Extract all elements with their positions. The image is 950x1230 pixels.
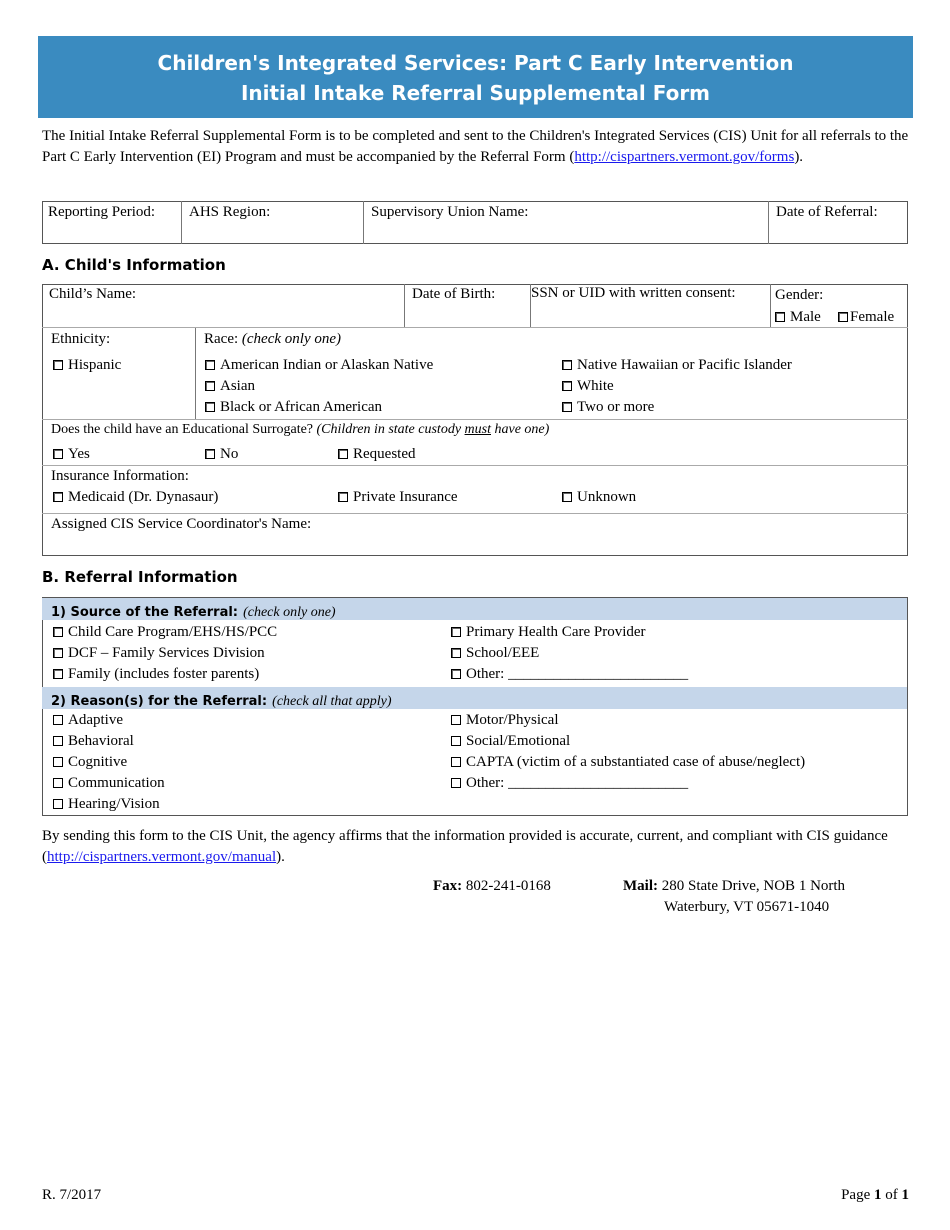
date-of-referral-label: Date of Referral:	[776, 204, 878, 220]
source-dcf-option[interactable]	[53, 645, 265, 662]
reason-social-option[interactable]	[451, 733, 570, 750]
intro-text: The Initial Intake Referral Supplemental Form is to be completed and sent to the Children's Integrated Services (CIS) Unit for all referrals to the Part C Early Intervention (EI) Program and must be accompanied by the Referral Form (	[42, 128, 909, 165]
source-other-label: Other: ________________________	[466, 666, 689, 682]
surrogate-question	[51, 422, 549, 438]
race-asian-option[interactable]	[205, 378, 255, 395]
checkbox-icon[interactable]	[205, 449, 215, 459]
checkbox-icon[interactable]	[53, 736, 63, 746]
race-native-hawaiian-option[interactable]	[562, 357, 792, 374]
source-school-option[interactable]	[451, 645, 539, 662]
child-care-label: Child Care Program/EHS/HS/PCC	[68, 624, 278, 640]
ssn-label: SSN or UID with written consent:	[531, 285, 736, 301]
ahs-region-label: AHS Region:	[189, 204, 271, 220]
surrogate-note	[317, 422, 550, 437]
insurance-unknown-option[interactable]	[562, 489, 636, 506]
checkbox-icon[interactable]	[205, 381, 215, 391]
unknown-label: Unknown	[577, 489, 637, 505]
reason-cognitive-option[interactable]	[53, 754, 127, 771]
race-black-option[interactable]	[205, 399, 382, 416]
reason-hearing-option[interactable]	[53, 796, 160, 813]
reason-capta-option[interactable]	[451, 754, 805, 771]
gender-male-option[interactable]	[775, 309, 821, 326]
race-two-or-more-option[interactable]	[562, 399, 654, 416]
closing-text-end: ).	[276, 849, 285, 865]
fax-info	[433, 878, 551, 895]
primary-health-label: Primary Health Care Provider	[466, 624, 646, 640]
page-total: 1	[901, 1187, 909, 1203]
checkbox-icon[interactable]	[451, 648, 461, 658]
forms-link[interactable]: http://cispartners.vermont.gov/forms	[574, 149, 795, 165]
reason-motor-option[interactable]	[451, 712, 559, 729]
checkbox-icon[interactable]	[205, 360, 215, 370]
checkbox-icon[interactable]	[451, 627, 461, 637]
black-label: Black or African American	[220, 399, 383, 415]
checkbox-icon[interactable]	[338, 449, 348, 459]
checkbox-icon[interactable]	[562, 402, 572, 412]
checkbox-icon[interactable]	[53, 757, 63, 767]
race-american-indian-option[interactable]	[205, 357, 433, 374]
form-title-banner	[38, 36, 913, 118]
social-label: Social/Emotional	[466, 733, 571, 749]
dcf-label: DCF – Family Services Division	[68, 645, 265, 661]
closing-paragraph	[42, 826, 912, 868]
gender-label: Gender:	[775, 287, 824, 303]
checkbox-icon[interactable]	[53, 648, 63, 658]
checkbox-icon[interactable]	[838, 312, 848, 322]
checkbox-icon[interactable]	[53, 799, 63, 809]
hearing-label: Hearing/Vision	[68, 796, 160, 812]
section-b-heading: B. Referral Information	[42, 568, 238, 586]
surrogate-note-before: (Children in state custody	[316, 422, 465, 437]
requested-label: Requested	[353, 446, 416, 462]
checkbox-icon[interactable]	[562, 381, 572, 391]
source-family-option[interactable]	[53, 666, 259, 683]
checkbox-icon[interactable]	[451, 736, 461, 746]
source-other-option[interactable]	[451, 666, 688, 683]
coordinator-field[interactable]	[51, 516, 311, 533]
native-hawaiian-label: Native Hawaiian or Pacific Islander	[577, 357, 792, 373]
checkbox-icon[interactable]	[53, 492, 63, 502]
reporting-period-label: Reporting Period:	[48, 204, 156, 220]
closing-text: By sending this form to the CIS Unit, the agency affirms that the information provided is accurate, current, and compliant with CIS guidance (	[42, 828, 888, 865]
checkbox-icon[interactable]	[53, 715, 63, 725]
checkbox-icon[interactable]	[562, 492, 572, 502]
supervisory-union-label: Supervisory Union Name:	[371, 204, 529, 220]
checkbox-icon[interactable]	[451, 778, 461, 788]
source-child-care-option[interactable]	[53, 624, 277, 641]
reason-other-label: Other: ________________________	[466, 775, 689, 791]
capta-label: CAPTA (victim of a substantiated case of abuse/neglect)	[466, 754, 806, 770]
intro-text-end: ).	[794, 149, 804, 165]
source-primary-health-option[interactable]	[451, 624, 646, 641]
race-label	[204, 331, 341, 348]
page-of: of	[881, 1187, 902, 1203]
checkbox-icon[interactable]	[775, 312, 785, 322]
asian-label: Asian	[220, 378, 255, 394]
source-header	[51, 601, 336, 621]
ahs-region-field[interactable]	[183, 202, 363, 243]
date-of-birth-field[interactable]	[412, 286, 495, 303]
reason-label: 2) Reason(s) for the Referral:	[51, 694, 268, 709]
manual-link[interactable]: http://cispartners.vermont.gov/manual	[47, 849, 277, 865]
fax-label: Fax:	[433, 878, 463, 894]
checkbox-icon[interactable]	[53, 778, 63, 788]
communication-label: Communication	[68, 775, 165, 791]
mail-info	[623, 878, 845, 895]
ethnicity-label: Ethnicity:	[51, 331, 111, 347]
reason-other-option[interactable]	[451, 775, 688, 792]
adaptive-label: Adaptive	[68, 712, 123, 728]
date-of-birth-label: Date of Birth:	[412, 286, 496, 302]
behavioral-label: Behavioral	[68, 733, 134, 749]
supervisory-union-field[interactable]	[365, 202, 768, 243]
surrogate-question-text: Does the child have an Educational Surrogate?	[51, 422, 314, 437]
motor-label: Motor/Physical	[466, 712, 559, 728]
checkbox-icon[interactable]	[205, 402, 215, 412]
checkbox-icon[interactable]	[451, 715, 461, 725]
reason-note: (check all that apply)	[272, 694, 392, 709]
two-or-more-label: Two or more	[577, 399, 655, 415]
date-of-referral-field[interactable]	[770, 202, 907, 243]
checkbox-icon[interactable]	[451, 757, 461, 767]
checkbox-icon[interactable]	[53, 669, 63, 679]
page-prefix: Page	[841, 1187, 874, 1203]
yes-label: Yes	[68, 446, 90, 462]
insurance-medicaid-option[interactable]	[53, 489, 218, 506]
mail-line1: 280 State Drive, NOB 1 North	[661, 878, 846, 894]
form-title-line1: Children's Integrated Services: Part C Early Intervention	[157, 51, 794, 75]
checkbox-icon[interactable]	[53, 360, 63, 370]
surrogate-yes-option[interactable]	[53, 446, 90, 463]
surrogate-note-after: have one)	[491, 422, 550, 437]
surrogate-requested-option[interactable]	[338, 446, 415, 463]
childs-name-field[interactable]	[49, 286, 136, 303]
reason-header	[51, 690, 392, 710]
american-indian-label: American Indian or Alaskan Native	[220, 357, 434, 373]
page-num: 1	[874, 1187, 882, 1203]
checkbox-icon[interactable]	[53, 627, 63, 637]
hispanic-option[interactable]	[53, 357, 121, 374]
insurance-label: Insurance Information:	[51, 468, 189, 484]
coordinator-label: Assigned CIS Service Coordinator's Name:	[51, 516, 312, 532]
reason-behavioral-option[interactable]	[53, 733, 134, 750]
source-note: (check only one)	[243, 605, 336, 620]
reason-communication-option[interactable]	[53, 775, 165, 792]
race-note: (check only one)	[241, 331, 342, 347]
gender-female-option[interactable]	[838, 309, 894, 326]
checkbox-icon[interactable]	[562, 360, 572, 370]
revision-label: R. 7/2017	[42, 1187, 102, 1203]
private-insurance-label: Private Insurance	[353, 489, 458, 505]
reporting-period-field[interactable]	[42, 202, 181, 243]
form-title-line2: Initial Intake Referral Supplemental Form	[240, 81, 711, 105]
checkbox-icon[interactable]	[451, 669, 461, 679]
ssn-field[interactable]	[531, 285, 736, 302]
hispanic-label: Hispanic	[68, 357, 122, 373]
source-label: 1) Source of the Referral:	[51, 605, 238, 620]
childs-name-label: Child’s Name:	[49, 286, 137, 302]
page-number	[841, 1187, 909, 1204]
insurance-private-option[interactable]	[338, 489, 458, 506]
male-label: Male	[790, 309, 821, 325]
white-label: White	[577, 378, 614, 394]
cognitive-label: Cognitive	[68, 754, 128, 770]
no-label: No	[220, 446, 239, 462]
school-label: School/EEE	[466, 645, 540, 661]
female-label: Female	[850, 309, 895, 325]
intro-paragraph	[42, 126, 922, 168]
medicaid-label: Medicaid (Dr. Dynasaur)	[68, 489, 219, 505]
family-label: Family (includes foster parents)	[68, 666, 260, 682]
mail-label: Mail:	[623, 878, 658, 894]
mail-line2: Waterbury, VT 05671-1040	[664, 899, 830, 915]
fax-value: 802-241-0168	[465, 878, 551, 894]
section-a-heading: A. Child's Information	[42, 256, 226, 274]
race-white-option[interactable]	[562, 378, 614, 395]
race-label-text: Race:	[204, 331, 239, 347]
surrogate-note-must: must	[464, 422, 491, 437]
checkbox-icon[interactable]	[338, 492, 348, 502]
reason-adaptive-option[interactable]	[53, 712, 123, 729]
checkbox-icon[interactable]	[53, 449, 63, 459]
surrogate-no-option[interactable]	[205, 446, 238, 463]
